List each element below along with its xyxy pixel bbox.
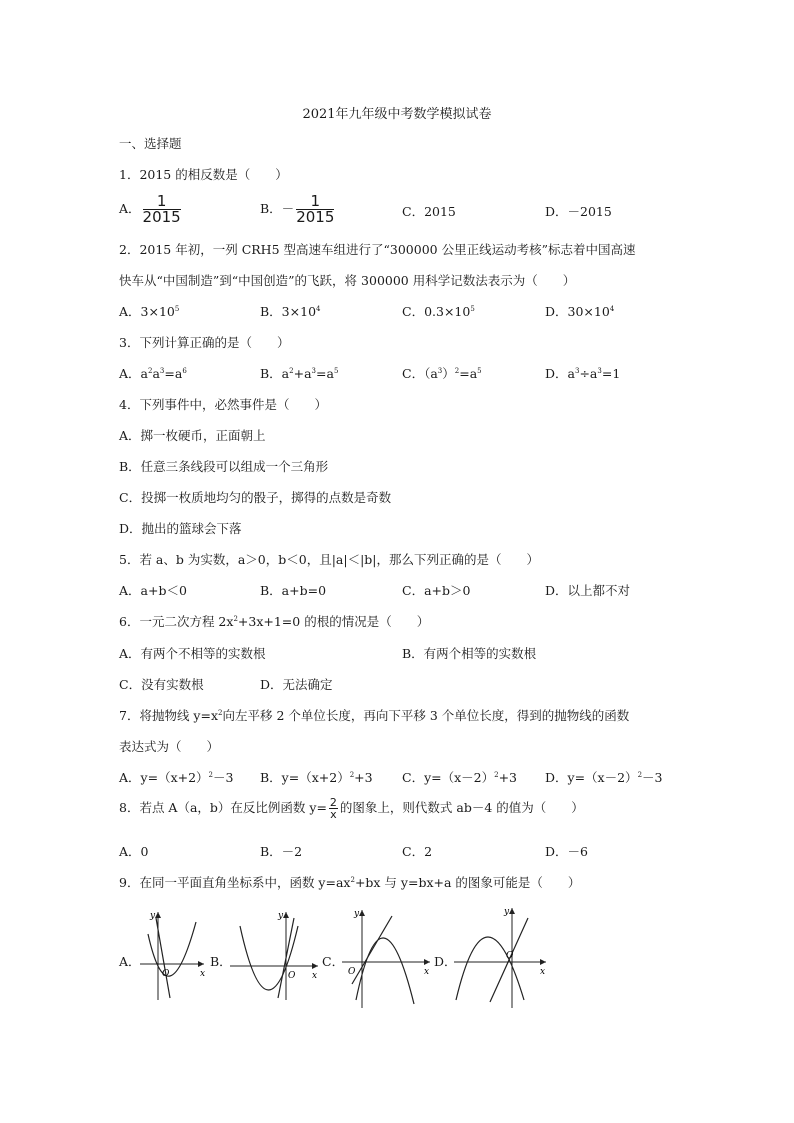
axis-x-label: x	[540, 967, 546, 977]
q9-graph-d	[450, 904, 550, 1012]
exponent: 3	[597, 366, 602, 375]
denominator: 2015	[142, 208, 181, 226]
t: －3	[642, 770, 663, 785]
origin-label: O	[506, 951, 514, 961]
q2-option-c	[402, 304, 475, 320]
q1-option-c: C．2015	[402, 204, 456, 219]
option-text: C．0.3×10	[402, 304, 471, 319]
q9-graph-b	[226, 904, 322, 1004]
q5-option-c: C．a+b＞0	[402, 583, 471, 598]
axis-y-label: y	[504, 907, 510, 917]
t: A．y=（x+2）	[119, 770, 209, 785]
axis-y-label: y	[150, 911, 156, 921]
t: D．y=（x－2）	[545, 770, 638, 785]
numerator: 1	[143, 194, 181, 210]
exponent: 3	[574, 366, 580, 375]
fraction	[143, 194, 181, 225]
t: ）	[442, 366, 455, 381]
q6-options-row2	[119, 677, 679, 695]
t: +3	[354, 770, 373, 785]
fraction	[329, 797, 338, 820]
q3-option-d	[545, 366, 620, 382]
q2-option-a	[119, 304, 179, 320]
q9-graph-a	[136, 904, 208, 1004]
exponent: 5	[470, 304, 475, 313]
q7-option-c	[402, 770, 517, 786]
axis-y-label: y	[278, 911, 284, 921]
t: 向左平移 2 个单位长度，再向下平移 3 个单位长度，得到的抛物线的函数	[222, 708, 630, 723]
q3-options	[119, 366, 679, 384]
axis-x-label: x	[200, 969, 206, 979]
q6-option-a: A．有两个不相等的实数根	[119, 646, 266, 661]
exponent: 2	[350, 875, 355, 884]
q1-option-a	[119, 194, 183, 225]
t: 8．若点 A（a，b）在反比例函数 y=	[119, 800, 327, 815]
t: =1	[601, 366, 621, 381]
q7-stem-line1	[119, 708, 629, 724]
t: A．a	[119, 366, 148, 381]
t: +3x+1=0 的根的情况是（ ）	[237, 614, 430, 629]
exponent: 5	[333, 366, 339, 375]
option-label: B．－	[260, 201, 295, 216]
axis-x-label: x	[312, 971, 318, 981]
q8-option-d: D．－6	[545, 844, 588, 859]
q9-stem	[119, 875, 580, 891]
option-text: D．30×10	[545, 304, 610, 319]
exponent: 2	[494, 770, 499, 779]
q6-stem	[119, 614, 429, 630]
t: =a	[316, 366, 334, 381]
t: a	[152, 366, 160, 381]
q1-option-b	[260, 194, 336, 225]
t: －3	[213, 770, 234, 785]
q8-options	[119, 844, 679, 862]
exponent: 6	[182, 366, 187, 375]
fraction	[296, 194, 334, 225]
exponent: 2	[289, 366, 294, 375]
exponent: 5	[174, 304, 180, 313]
origin-label: O	[162, 969, 170, 979]
q9-label-b: B．	[210, 954, 232, 969]
option-label: A．	[119, 201, 141, 216]
exponent: 2	[637, 770, 643, 779]
numerator: 1	[296, 194, 334, 210]
q8-option-a: A．0	[119, 844, 149, 859]
axis-y-label: y	[354, 909, 360, 919]
t: C．y=（x－2）	[402, 770, 495, 785]
exponent: 2	[349, 770, 355, 779]
q4-option-c: C．投掷一枚质地均匀的骰子，掷得的点数是奇数	[119, 490, 392, 505]
q7-stem-line2: 表达式为（ ）	[119, 739, 220, 754]
q2-stem-line2: 快车从“中国制造”到“中国创造”的飞跃，将 300000 用科学记数法表示为（ ）	[119, 273, 576, 288]
q2-stem-line1: 2．2015 年初，一列 CRH5 型高速车组进行了“300000 公里正线运动考核”标志着中国高速	[119, 242, 636, 257]
q9-label-c: C．	[322, 954, 345, 969]
section-heading: 一、选择题	[119, 136, 182, 151]
origin-label: O	[348, 967, 356, 977]
q5-option-d: D．以上都不对	[545, 583, 631, 598]
denominator: 2015	[296, 208, 335, 226]
q4-option-d: D．抛出的篮球会下落	[119, 521, 242, 536]
q6-options-row1	[119, 646, 679, 664]
option-text: B．3×10	[260, 304, 317, 319]
exponent: 2	[208, 770, 214, 779]
q5-option-a: A．a+b＜0	[119, 583, 187, 598]
exponent: 3	[437, 366, 443, 375]
q8-option-c: C．2	[402, 844, 433, 859]
exponent: 2	[218, 708, 223, 717]
axis-x-label: x	[424, 967, 430, 977]
q6-option-b: B．有两个相等的实数根	[402, 646, 537, 661]
exponent: 4	[609, 304, 615, 313]
exponent: 4	[316, 304, 321, 313]
q7-option-a	[119, 770, 233, 786]
q4-stem: 4．下列事件中，必然事件是（ ）	[119, 397, 327, 412]
exponent: 2	[147, 366, 153, 375]
q1-option-d: D．－2015	[545, 204, 612, 219]
t: D．a	[545, 366, 575, 381]
exponent: 3	[159, 366, 165, 375]
origin-label: O	[288, 971, 296, 981]
q7-options	[119, 770, 679, 788]
q3-option-c	[402, 366, 482, 382]
q2-option-d	[545, 304, 614, 320]
q9-graph-c	[338, 904, 434, 1012]
exponent: 2	[454, 366, 460, 375]
q1-options	[119, 192, 679, 226]
t: 7．将抛物线 y=x	[119, 708, 219, 723]
q2-options	[119, 304, 679, 322]
q9-label-a: A．	[119, 954, 141, 969]
q7-option-d	[545, 770, 662, 786]
q8-stem	[119, 797, 584, 820]
t: +3	[498, 770, 518, 785]
q3-option-b	[260, 366, 338, 382]
t: ÷a	[579, 366, 598, 381]
t: B．y=（x+2）	[260, 770, 350, 785]
numerator: 2	[329, 796, 337, 809]
t: +a	[293, 366, 312, 381]
q6-option-c: C．没有实数根	[119, 677, 204, 692]
page-title: 2021年九年级中考数学模拟试卷	[302, 107, 492, 122]
q4-option-b: B．任意三条线段可以组成一个三角形	[119, 459, 329, 474]
q6-option-d: D．无法确定	[260, 677, 333, 692]
exponent: 3	[311, 366, 317, 375]
q5-option-b: B．a+b=0	[260, 583, 327, 598]
t: B．a	[260, 366, 290, 381]
q8-option-b: B．－2	[260, 844, 303, 859]
q3-stem: 3．下列计算正确的是（ ）	[119, 335, 290, 350]
q2-option-b	[260, 304, 321, 320]
t: 的图象上，则代数式 ab－4 的值为（ ）	[339, 800, 584, 815]
exponent: 5	[477, 366, 482, 375]
t: =a	[164, 366, 183, 381]
q5-options	[119, 583, 679, 601]
t: C．（a	[402, 366, 438, 381]
exponent: 2	[233, 614, 238, 623]
t: 9．在同一平面直角坐标系中，函数 y=ax	[119, 875, 351, 890]
q7-option-b	[260, 770, 373, 786]
option-text: A．3×10	[119, 304, 175, 319]
q3-option-a	[119, 366, 187, 382]
q9-label-d: D．	[434, 954, 457, 969]
t: +bx 与 y=bx+a 的图象可能是（ ）	[354, 875, 581, 890]
denominator: x	[330, 808, 337, 821]
t: 6．一元二次方程 2x	[119, 614, 234, 629]
q1-stem: 1．2015 的相反数是（ ）	[119, 167, 288, 182]
q5-stem: 5．若 a、b 为实数，a＞0，b＜0，且|a|＜|b|，那么下列正确的是（ ）	[119, 552, 540, 567]
t: =a	[459, 366, 478, 381]
q4-option-a: A．掷一枚硬币，正面朝上	[119, 428, 266, 443]
